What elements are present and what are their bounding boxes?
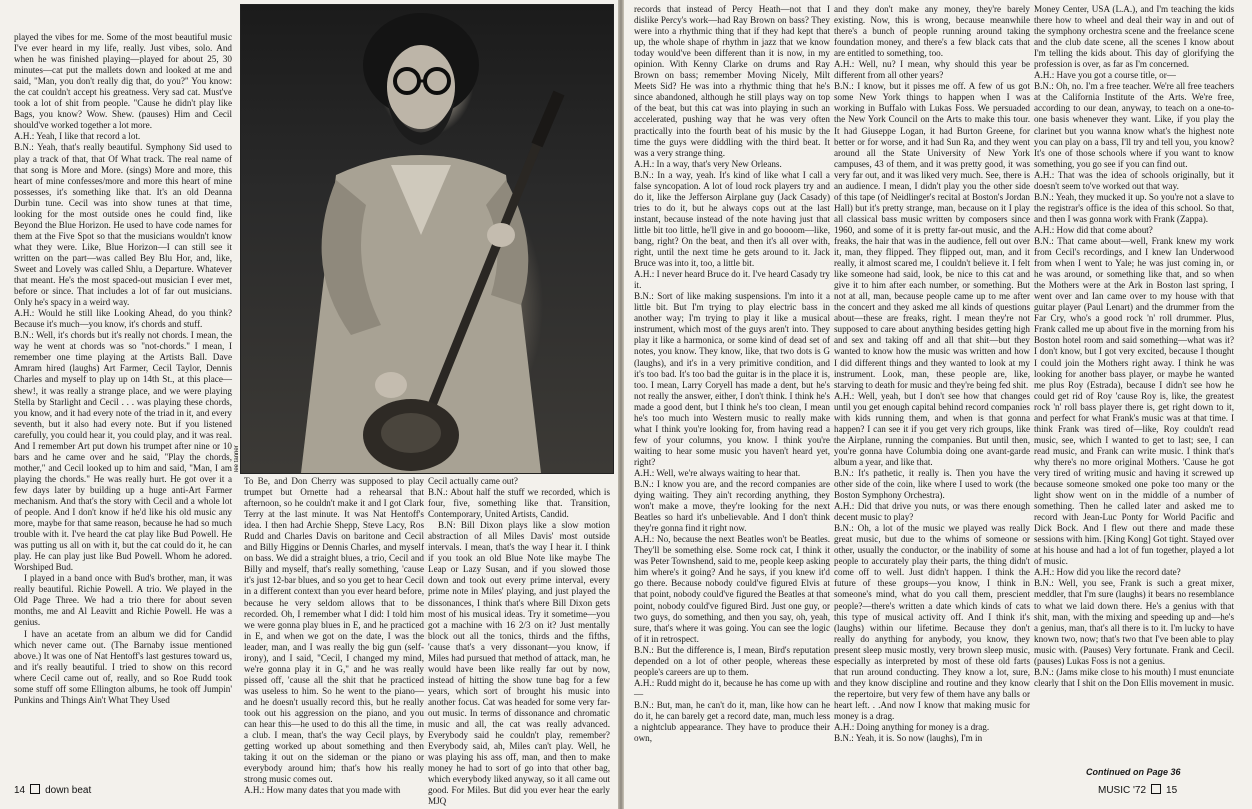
paragraph: A.H.: Rudd might do it, because he has come up with— <box>634 677 830 699</box>
paragraph: B.N.: Well, you see, Frank is such a great mixer, meddler, that I'm sure (laughs) it bears no resemblance to what we laid down there. He's a genius with that shit, man, with the mixing and speeding up and—he's a genius, man, that's all there is to it. I'm lucky to have known two, now; that's two that I've been able to play music with. (Pauses) Very fortunate. Frank and Cecil. (pauses) Lukas Foss is not a genius. <box>1034 578 1234 666</box>
paragraph: B.N: Bill Dixon plays like a slow motion abstraction of all Miles Davis' most outside intervals. I mean, that's the way I hear it. I think if you took an old Blue Note like maybe The Leap or Lazy Susan, and if you slowed those down and took out every prime interval, every prime note in Miles' playing, and just played the dissonances, I think that's where Bill Dixon gets most of his musical ideas. Try it sometime—you got a machine with 16 2/3 on it? Just mentally block out all the tonics, thirds and the fifths, 'cause that's a very dissonant—you know, if Miles had pursued that method of attack, man, he would have been like really far out by now, instead of hitting the show tune bag for a few years, which sort of brought his music into another focus. Cat was headed for some very far-out music. In terms of dissonance and chromatic music and all, the cat was really advanced. Everybody said he couldn't play, remember? Everybody said, ah, Miles can't play. Well, he was playing his ass off, man, and then to make money he had to sort of go into that other bag, which everybody liked anyway, so it all came out good. For Miles. But did you ever hear the early MJQ <box>428 520 610 807</box>
paragraph: played the vibes for me. Some of the most beautiful music I've ever heard in my life, really. Just vibes, solo. And when he was finished playing—played for about 25, 30 minutes—cat put the mallets down and looked at me and said, "Man, you don't really dig that, do you?" You know: the cat couldn't accept his greatness. Very sad cat. Must've took a lot of shit from people. "Cause he didn't play like Bags, you know? Wow. Shew. (pauses) Him and Cecil should've worked together a lot more. <box>14 32 232 131</box>
paragraph: A.H.: Well, yeah, but I don't see how that changes until you get enough capital behind record companies with kids running them, and when is that gonna happen? I can see it if you get very rich groups, like the Airplane, running the companies. But until then, you're gonna have Columbia doing one avant-garde album a year, and like that. <box>834 390 1030 467</box>
paragraph: B.N.: It's pathetic, it really is. Then you have the other side of the coin, like where I used to work (the Boston Symphony Orchestra). <box>834 467 1030 501</box>
box-icon <box>1151 784 1161 794</box>
paragraph: A.H.: How many dates that you made with <box>244 785 401 796</box>
paragraph: and they don't make any money, they're barely existing. Now, this is wrong, because meanwhile there's a bunch of people running around taking foundation money, and there's a few black cats that are entitled to something, too. <box>834 4 1030 59</box>
paragraph: B.N.: Yeah, it is. So now (laughs), I'm in <box>834 733 983 744</box>
magazine-title: down beat <box>45 785 92 796</box>
right-column-2 <box>834 4 1030 784</box>
paragraph: B.N.: Well, it's chords but it's really not chords. I mean, the way he went at chords was so "not-chords." I mean, I remember one time playing at the Artists Ball. Dave Amram hired (laughs) Art Farmer, Cecil Taylor, Dennis Charles and myself to play up on 14th St., at this place—shew!, it was really a strange place, and we were playing Stella by Starlight and Cecil . . . was playing these chords, you know, and it had every note of the triad in it, and every seventh, but it also had every note. But if you listened carefully, you could hear it, you could play, and it was real. And I remember Art put down his trumpet after nine or 10 bars and he came over and he said, "Play the chords, mother," and Cecil looked up to him and said, "Man, I am playing the chords." He was really hurt. He got over it a few days later by building up a huge anti-Art Farmer mechanism. And that's the story with Cecil and a whole lot of people. And I don't know if he'd like his old music any more, maybe for that same reason, because he had so much trouble with it. I've heard the cat play like Bud Powell. He was putting us all on with it, but the cat could do it, he can play. He can play just like Bud Powell. Whom he adored. Worshiped Bud. <box>14 330 232 573</box>
paragraph: A.H.: How did that come about? <box>1034 224 1153 235</box>
paragraph: A.H.: Well, we're always waiting to hear that. <box>634 467 801 478</box>
paragraph: Cecil actually came out? <box>428 476 518 486</box>
paragraph: A.H.: Doing anything for money is a drag. <box>834 722 990 733</box>
paragraph: Money Center, USA (L.A.), and I'm teaching the kids there how to wheel and deal their way in and out of the symphony orchestra scene and the freelance scene and the club date scene, all the scenes I know about I'm telling the kids about. This day of glorifying the profession is over, as far as I'm concerned. <box>1034 4 1234 70</box>
left-column-1 <box>14 32 232 784</box>
paragraph: B.N.: But, man, he can't do it, man, like how can he do it, he can barely get a record date, man, much less a nightclub appearance. They have to produce their own, <box>634 699 830 744</box>
paragraph: B.N.: Sort of like making suspensions. I'm into it a little bit. But I'm trying to play electric bass in another way; I'm trying to play it like a musical instrument, which most of the guys aren't into. They play it like a harmonica, or some kind of dead set of notes, you know. They know, like, that two dots is G (laughs), and it's in a very primitive condition, and it's too bad. It's too bad the guitar is in the place it is, too. I mean, Larry Coryell has made a dent, but he's not really the answer, either, I don't think. I think he's made a good dent, but I think he's too clean, I mean he's too much into Western music to really make what I think you're looking for, from having read a few of your columns, you know. I think you're waiting to hear some music you haven't heard yet, right? <box>634 291 830 467</box>
paragraph: A.H.: I never heard Bruce do it. I've heard Casady try it. <box>634 269 830 291</box>
paragraph: B.N.: Yeah, that's really beautiful. Symphony Sid used to play a track of that, that Of What track. The real name of that song is More and More. (sings) More and more, this heart of mine confesses/more and more this heart of mine possesses, it's something like that. It's an old Deanna Durbin tune. Cecil was into show tunes at that time, looking for the most outside ones he could find, like Beyond the Blue Horizon. He used to have code names for them at the Five Spot so that the musicians wouldn't know what they were. Like, Blue Horizon—I can still see it written on the part—was called Bey Blu Hor, and, like, Sweet and Lovely was called Shlu, a Departure. Whatever that meant. He's the most spaced-out musician I ever met, before or since. That includes a lot of far out musicians. Only he's spacy in a weird way. <box>14 142 232 308</box>
right-page <box>624 0 1252 809</box>
paragraph: A.H.: Would he still like Looking Ahead, do you think? Because it's much—you know, it's chords and stuff. <box>14 308 232 330</box>
box-icon <box>30 784 40 794</box>
paragraph: I played in a band once with Bud's brother, man, it was really beautiful. Richie Powell. A trio. We played in the Old Page Three. We had a trio there for about seven months, me and Al Leavitt and Richie Powell. He was a genius. <box>14 573 232 628</box>
paragraph: A.H.: How did you like the record date? <box>1034 567 1181 578</box>
paragraph: records that instead of Percy Heath—not that I dislike Percy's work—had Ray Brown on bass? They were into a rhythmic thing that if they had kept that up, the whole shape of rhythm in jazz that we know today would've been different than it is now, in my opinion. With Kenny Clarke on drums and Ray Brown on bass; remember Moving Nicely, Milt Meets Sid? He was into a rhythmic thing that he's since abandoned, although he still plays way on top of the beat, but this cat was into playing in such an accelerated, pushing way that he was very often practically into the fourth beat of his music by the time the guys were diddling with the third beat. It was a very strange thing. <box>634 4 830 158</box>
paragraph: B.N.: I know you are, and the record companies are dying waiting. They ain't recording anything, they won't make a move, they're looking for the next Beatles so hard it's unbelievable. And I don't think they're gonna find it right now. <box>634 479 830 534</box>
left-column-3 <box>428 476 610 807</box>
left-folio <box>14 784 91 796</box>
paragraph: To Be, and Don Cherry was supposed to play trumpet but Ornette had a rehearsal that afternoon, so he couldn't make it and I got Clark Terry at the last minute. It was Nat Hentoff's idea. I then had Archie Shepp, Steve Lacy, Ros Rudd and Charles Davis on baritone and Cecil and Billy Higgins or Dennis Charles, and myself on bass. We did a straight blues, a trio, Cecil and Billy and myself, that's really something, 'cause it's just 12-bar blues, and so you get to hear Cecil in a different context than you ever heard before, because he very seldom allows that to be recorded. Oh, I remember what I did: I told him we were gonna play blues in E, and he practiced in E, and when we got on the date, I was the leader, man, and I was really the big gun (self-irony), and I said, "Cecil, I changed my mind, we're gonna play it in G," and he was really pissed off, 'cause all the shit that he practiced was useless to him. So he went to the piano—and he doesn't usually record this, but he really took out his aggression on the piano, and you can hear this—he used to do this all the time, in a club. I mean, that's the way Cecil plays, by getting worked up about something and then taking it out on the sideman or the piano or everybody around him; that's how his really strong music comes out. <box>244 476 424 785</box>
left-column-2 <box>244 476 424 796</box>
page-number: 14 <box>14 785 26 796</box>
continued-note[interactable]: Continued on Page 36 <box>1086 767 1181 777</box>
paragraph: B.N.: Yeah, they mucked it up. So you're not a slave to the registrar's office is the idea of this school. So that, and then I was gonna work with Frank (Zappa). <box>1034 191 1234 224</box>
paragraph: B.N.: I know, but it pisses me off. A few of us got some New York things to happen when I was working in Buffalo with Lukas Foss. We persuaded the New York Council on the Arts to make this tour. It had Giuseppe Logan, it had Burton Greene, for better or for worse, and it had Sun Ra, and they went around all the State University of New York campuses, 43 of them, and it was pretty good, it was very far out, and it was liked very much. See, there is an audience. I mean, I didn't play you the other side of this tape (of Neidlinger's recital at Boston's Jordan Hall) but it's pretty strange, man, because on it I play all classical bass music written by composers since 1960, and some of it is pretty far-out music, and the freaks, the hair that was in the audience, fell out over it, man, they flipped. They flipped out, man, and it really, it almost scared me, I couldn't believe it. I felt like someone had said, look, be nice to this cat and give it to him after each number, or something. But not at all, man, because people came up to me after the concert and they asked me all kinds of questions about—these are freaks, right. I mean they're not supposed to care about anything besides getting high and sex and taking off and all that shit—but they wanted to know how the music was written and how I did different things and they wanted to look at my instrument. Look, man, these people are, like, starving to death for music and they're being fed shit. <box>834 81 1030 390</box>
right-column-3 <box>1034 4 1234 764</box>
paragraph: A.H.: That was the idea of schools originally, but it doesn't seem to've worked out that way. <box>1034 169 1234 191</box>
paragraph: A.H.: Have you got a course title, or— <box>1034 70 1176 81</box>
paragraph: B.N.: But the difference is, I mean, Bird's reputation depended on a lot of other people, whereas these people's careers are up to them. <box>634 644 830 677</box>
paragraph: I have an acetate from an album we did for Candid which never came out. (The Barnaby issue mentioned above.) It was one of Nat Hentoff's last gestures toward us, and it's really beautiful. I tried to show on this record where Cecil came out of, really, and so Roe Rudd took some stuff off some Ellington albums, he took off Jumpin' Punkins and Things Ain't What They Used <box>14 628 232 705</box>
paragraph: A.H.: No, because the next Beatles won't be Beatles. They'll be something else. Some rock cat, I think it was Peter Townshend, said to me, people keep asking him where's it going? And he says, if you knew it'd go there. Because nobody could've figured Elvis at that point, nobody could've figured the Beatles at that point, nobody could've figured Bird. Just one guy, or two guys, do something, and then you say, oh, yeah, sure, that's where it was going. You can see the logic of it in retrospect. <box>634 534 830 644</box>
bassist-photo <box>240 4 614 474</box>
right-column-1 <box>634 4 830 784</box>
paragraph: B.N.: That came about—well, Frank knew my work from Cecil's recordings, and I knew Ian Underwood from when I went to Yale; he was just coming in, or he was around, or something like that, and so when the Mothers were at the Ark in Boston last spring, I went over and Ian came over to my house with that guitar player (Paul Lenart) and the drummer from the Far Cry, who's a good rock 'n' roll drummer. Plus, Frank called me up about five in the morning from his Boston hotel room and said something—what was it? I don't know, but I got very excited, because I thought I could join the Mothers right away. I think he was looking for another bass player, or maybe he wanted me plus Roy (Estrada), because I didn't see how he could get rid of Roy 'cause Roy is, like, the greatest rock 'n' roll bass player there is, get right down to it, and perfect for what Frank's music was at that time. I think Frank was tired of—like, Roy couldn't read music, see, which I wanted to get to last; see, I can read music, and Frank can write music. I think that's why there's no more original Mothers. 'Cause he got very tired of writing music and having it screwed up because someone smoked one poke too many or the light show went on in the middle of a number of something. Then he called later and asked me to record with Jean-Luc Ponty for World Pacific and Dick Bock. And I flew out there and made these sessions with him. [King Kong] Got tight. Stayed over at his house and had a lot of fun together, played a lot of music. <box>1034 235 1234 567</box>
paragraph: B.N.: About half the stuff we recorded, which is four, five, something like that. Transition, Contemporary, United Artists, Candid. <box>428 487 610 520</box>
bassist-photo-illustration <box>241 5 613 473</box>
magazine-issue: MUSIC '72 <box>1098 785 1147 796</box>
page-number: 15 <box>1166 785 1178 796</box>
photo-credit: lee tanner <box>234 445 240 472</box>
paragraph: B.N.: Oh, a lot of the music we played was really great music, but due to the whims of someone or other, usually the conductor, or the inability of some people to accurately play their parts, the thing didn't come off to well. Just didn't happen. I think the future of these groups—you know, I think in someone's mind, what do you call them, prescient people?—there's written a date which kinds of cats this type of musical activity off. And I think it's (laughs) within our lifetime. Because they don't really do anything for anybody, you know, they present sleep music mostly, very brown sleep music, especially as interpreted by most of these old farts that run around conducting. They know a lot, sure, and they know discipline and routine and they know the repertoire, but very few of them have any balls or heart left. . .And now I know that making music for money is a drag. <box>834 523 1030 721</box>
paragraph: A.H.: Well, nu? I mean, why should this year be different from all other years? <box>834 59 1030 81</box>
right-folio <box>1098 784 1177 796</box>
paragraph: B.N.: In a way, yeah. It's kind of like what I call a false syncopation. A lot of loud rock players try and do it, like the Jefferson Airplane guy (Jack Casady) tries to do it, but he always cops out at the last instant, because instead of the note having just that little bit too little, he'll give in and go boooom—like, bang, right? On the beat, and then it's all over with, right, until the next time he gets around to it. Jack Bruce was into it, too, a little bit. <box>634 169 830 269</box>
paragraph: A.H.: Did that drive you nuts, or was there enough decent music to play? <box>834 501 1030 523</box>
paragraph: B.N.: Oh, no. I'm a free teacher. We're all free teachers at the California Institute of the Arts. We're free, according to our dean, anyway, to teach on a one-to-one basis whenever they want. Like, if you play the clarinet but you wanna know what's the highest note you can play on a bass, I'll try and tell you, you know? It's one of those schools where if you want to know something, you go see if you can find out. <box>1034 81 1234 169</box>
paragraph: A.H.: Yeah, I like that record a lot. <box>14 131 141 142</box>
paragraph: B.N.: (Jams mike close to his mouth) I must enunciate clearly that I shit on the Don Ellis movement in music. <box>1034 666 1234 688</box>
paragraph: A.H.: In a way, that's very New Orleans. <box>634 158 782 169</box>
left-page <box>0 0 618 809</box>
